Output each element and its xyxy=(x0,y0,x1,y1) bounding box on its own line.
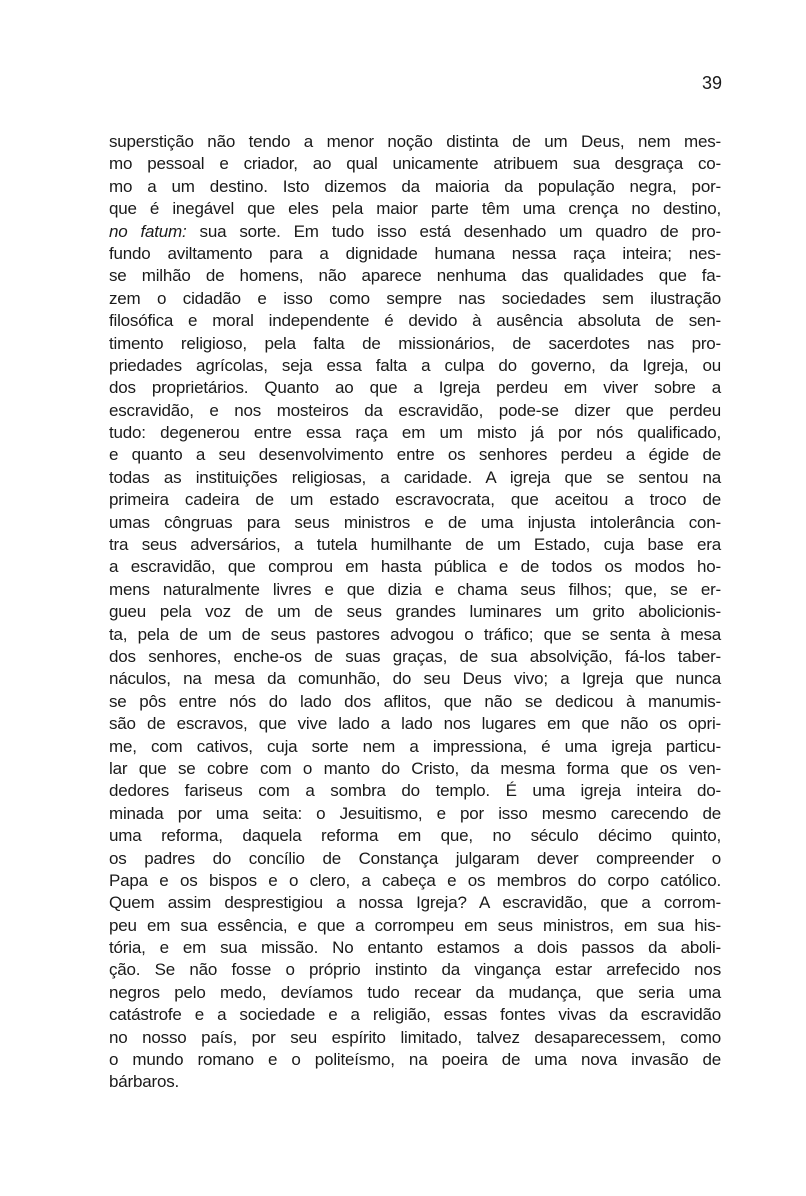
text-line: ção. Se não fosse o próprio instinto da vingança estar arrefecido nos xyxy=(109,960,721,980)
text-line-last: bárbaros. xyxy=(109,1072,180,1092)
page-number: 39 xyxy=(701,73,722,93)
text-line: priedades agrícolas, seja essa falta a culpa do governo, da Igreja, ou xyxy=(109,355,721,375)
text-line: os padres do concílio de Constança julgaram dever compreender o xyxy=(109,848,721,868)
text-line: mo pessoal e criador, ao qual unicamente atribuem sua desgraça co- xyxy=(109,154,721,174)
text-line: gueu pela voz de um de seus grandes luminares um grito abolicionis- xyxy=(109,602,721,622)
text-line: superstição não tendo a menor noção distinta de um Deus, nem mes- xyxy=(109,132,721,151)
text-line: me, com cativos, cuja sorte nem a impressiona, é uma igreja particu- xyxy=(109,736,721,756)
italic-phrase: no fatum: xyxy=(109,221,187,241)
text-line: uma reforma, daquela reforma em que, no século décimo quinto, xyxy=(109,826,721,846)
text-line: são de escravos, que vive lado a lado nos lugares em que não os opri- xyxy=(109,714,721,734)
text-line-italic-start: no fatum: sua sorte. Em tudo isso está desenhado um quadro de pro- xyxy=(109,221,721,241)
text-line: a escravidão, que comprou em hasta pública e de todos os modos ho- xyxy=(109,557,721,577)
text-line: escravidão, e nos mosteiros da escravidão, pode-se dizer que perdeu xyxy=(109,400,721,420)
text-line: lar que se cobre com o manto do Cristo, da mesma forma que os ven- xyxy=(109,758,721,778)
text-line: tra seus adversários, a tutela humilhante de um Estado, cuja base era xyxy=(109,535,721,555)
text-line: que é inegável que eles pela maior parte têm uma crença no destino, xyxy=(109,199,721,219)
text-line: timento religioso, pela falta de missionários, de sacerdotes nas pro- xyxy=(109,333,721,353)
text-line: filosófica e moral independente é devido à ausência absoluta de sen- xyxy=(109,311,721,331)
text-line: negros pelo medo, devíamos tudo recear da mudança, que seria uma xyxy=(109,982,721,1002)
text-line: peu em sua essência, e que a corrompeu em seus ministros, em sua his- xyxy=(109,915,721,935)
text-line: minada por uma seita: o Jesuitismo, e por isso mesmo carecendo de xyxy=(109,803,721,823)
body-paragraph xyxy=(109,131,721,1094)
text-line: Papa e os bispos e o clero, a cabeça e os membros do corpo católico. xyxy=(109,870,721,890)
text-line: umas côngruas para seus ministros e de uma injusta intolerância con- xyxy=(109,512,721,532)
text-line: e quanto a seu desenvolvimento entre os senhores perdeu a égide de xyxy=(109,445,721,465)
text-line: zem o cidadão e isso como sempre nas sociedades sem ilustração xyxy=(109,288,721,308)
text-line: mens naturalmente livres e que dizia e chama seus filhos; que, se er- xyxy=(109,579,721,599)
text-line: se milhão de homens, não aparece nenhuma das qualidades que fa- xyxy=(109,266,721,286)
text-line: dos senhores, enche-os de suas graças, de sua absolvição, fá-los taber- xyxy=(109,646,721,666)
text-line: tudo: degenerou entre essa raça em um misto já por nós qualificado, xyxy=(109,423,721,443)
text-line: catástrofe e a sociedade e a religião, essas fontes vivas da escravidão xyxy=(109,1005,721,1025)
text-line: o mundo romano e o politeísmo, na poeira de uma nova invasão de xyxy=(109,1050,721,1070)
text-line: mo a um destino. Isto dizemos da maioria da população negra, por- xyxy=(109,176,721,196)
text-line: todas as instituições religiosas, a caridade. A igreja que se sentou na xyxy=(109,467,721,487)
text-line: tória, e em sua missão. No entanto estamos a dois passos da aboli- xyxy=(109,938,721,958)
text-line: dedores fariseus com a sombra do templo. É uma igreja inteira do- xyxy=(109,781,721,801)
text-line: Quem assim desprestigiou a nossa Igreja? A escravidão, que a corrom- xyxy=(109,893,721,913)
text-line: primeira cadeira de um estado escravocrata, que aceitou a troco de xyxy=(109,490,721,510)
text-line: se pôs entre nós do lado dos aflitos, que não se dedicou à manumis- xyxy=(109,691,721,711)
text-line: náculos, na mesa da comunhão, do seu Deus vivo; a Igreja que nunca xyxy=(109,669,721,689)
text-line: no nosso país, por seu espírito limitado, talvez desaparecessem, como xyxy=(109,1027,721,1047)
text-line: dos proprietários. Quanto ao que a Igreja perdeu em viver sobre a xyxy=(109,378,721,398)
text-line: ta, pela de um de seus pastores advogou o tráfico; que se senta à mesa xyxy=(109,624,721,644)
text-line: fundo aviltamento para a dignidade humana nessa raça inteira; nes- xyxy=(109,243,721,263)
